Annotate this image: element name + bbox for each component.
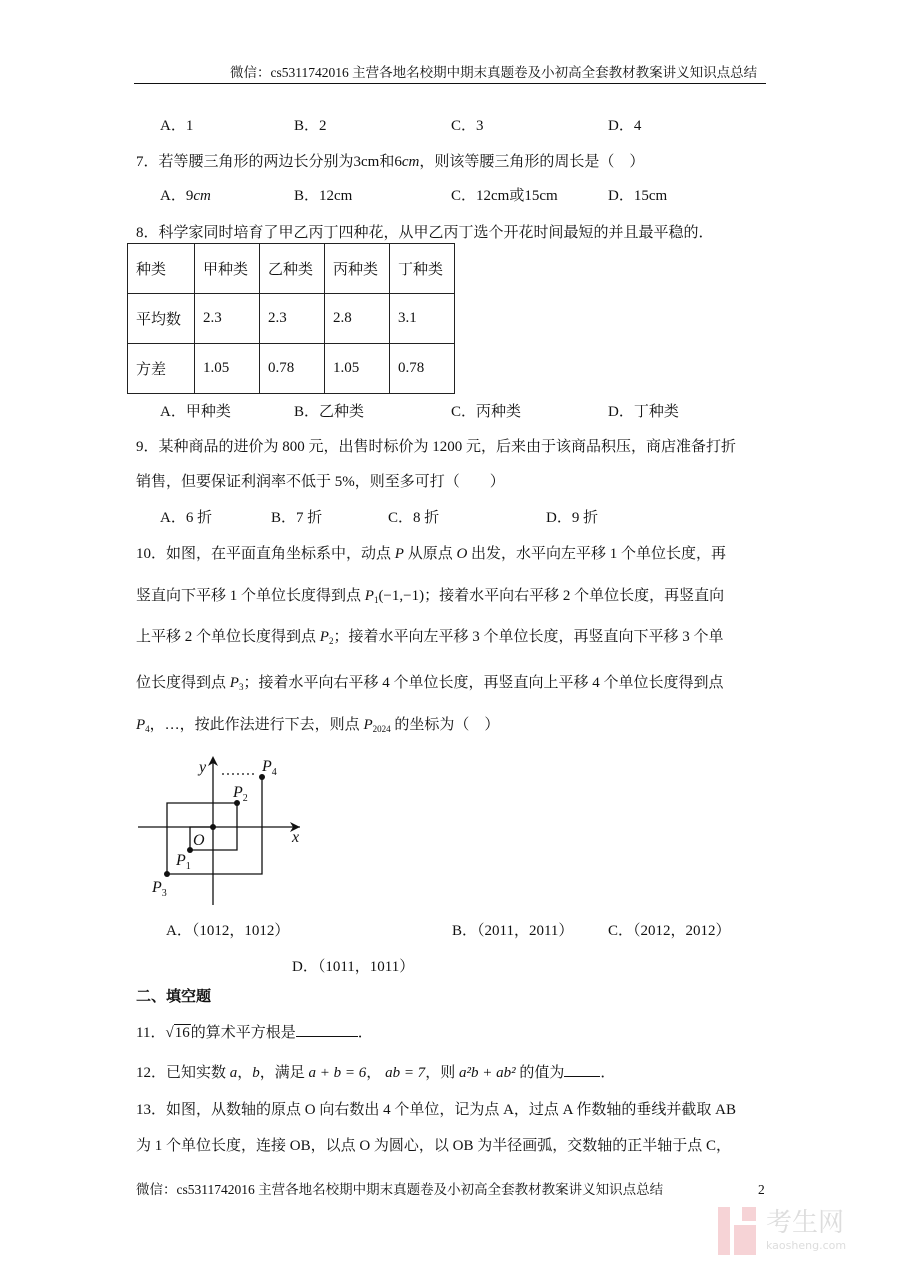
y-label: y	[199, 759, 207, 776]
q7-option-c: C．12cm或15cm	[451, 188, 558, 204]
q9-option-b: B．7 折	[271, 510, 323, 526]
q13-line2: 为 1 个单位长度，连接 OB，以点 O 为圆心，以 OB 为半径画弧，交数轴的正半轴于点 C，	[136, 1138, 732, 1154]
q10-option-d: D．（1011，1011）	[292, 959, 415, 975]
answer-blank	[296, 1022, 358, 1037]
q8-table: 种类 甲种类 乙种类 丙种类 丁种类 平均数 2.3 2.3 2.8 3.1 方差 1.05 0.78 1.05 0.78	[127, 243, 455, 394]
q7-stem: 7．若等腰三角形的两边长分别为3cm和6cm，则该等腰三角形的周长是（ ）	[136, 154, 645, 170]
logo-icon	[718, 1207, 730, 1255]
q9-option-c: C．8 折	[388, 510, 440, 526]
q10-option-b: B．（2011，2011）	[452, 923, 574, 939]
q9-option-a: A．6 折	[160, 510, 213, 526]
option-c: C．3	[451, 118, 484, 134]
q10-option-a: A．（1012，1012）	[166, 923, 290, 939]
q8-stem: 8．科学家同时培育了甲乙丙丁四种花，从甲乙丙丁选个开花时间最短的并且最平稳的．	[136, 225, 714, 241]
watermark-logo: 考生网 kaosheng.com	[718, 1207, 888, 1257]
q9-option-d: D．9 折	[546, 510, 599, 526]
x-label: x	[292, 829, 300, 846]
q10-option-c: C．（2012，2012）	[608, 923, 731, 939]
p2-label: $P_2$	[233, 784, 248, 804]
q10-line3: 上平移 2 个单位长度得到点 $P_2$；接着水平向左平移 3 个单位长度，再竖直向下平移 3 个单	[136, 629, 724, 646]
q13-line1: 13．如图，从数轴的原点 O 向右数出 4 个单位，记为点 A，过点 A 作数轴的垂线并截取 AB	[136, 1102, 737, 1118]
q7-option-a: A．9cm	[160, 188, 211, 204]
q10-line2: 竖直向下平移 1 个单位长度得到点 $P_1(-1,-1)$；接着水平向右平移 2 个单位长度，再竖直向	[136, 588, 725, 605]
p4-label: $P_4$	[262, 758, 277, 778]
p3-label: $P_3$	[152, 879, 167, 899]
page-header: 微信：cs5311742016 主营各地名校期中期末真题卷及小初高全套教材教案讲义知识点总结	[230, 65, 758, 80]
q7-option-d: D．15cm	[608, 188, 668, 204]
option-d: D．4	[608, 118, 642, 134]
p1-label: $P_1$	[176, 852, 191, 872]
o-label: O	[193, 832, 205, 849]
q9-line1: 9．某种商品的进价为 800 元，出售时标价为 1200 元，后来由于该商品积压，商店准备打折	[136, 439, 737, 455]
q10-line1: 10．如图，在平面直角坐标系中，动点 P 从原点 O 出发，水平向左平移 1 个单位长度，再	[136, 546, 727, 562]
q10-line4: 位长度得到点 $P_3$；接着水平向右平移 4 个单位长度，再竖直向上平移 4 个单位长度得到点	[136, 675, 724, 692]
q8-option-b: B．乙种类	[294, 404, 365, 420]
section-heading-fill-in: 二、填空题	[136, 989, 212, 1005]
q8-option-a: A．甲种类	[160, 404, 231, 420]
q11: 11．√16的算术平方根是 ．	[136, 1022, 373, 1043]
q7-option-b: B．12cm	[294, 188, 353, 204]
page-number: 2	[758, 1182, 765, 1197]
q8-option-c: C．丙种类	[451, 404, 522, 420]
q12: 12．已知实数 a，b，满足 a + b = 6， ab = 7，则 a²b + ab² 的值为 ．	[136, 1062, 615, 1083]
option-b: B．2	[294, 118, 327, 134]
origin-point	[210, 824, 216, 830]
point-p3	[164, 871, 170, 877]
answer-blank	[564, 1062, 600, 1077]
q9-line2: 销售，但要保证利润率不低于 5%，则至多可打（ ）	[136, 474, 505, 490]
q8-option-d: D．丁种类	[608, 404, 679, 420]
q10-line5: $P_4$，…，按此作法进行下去，则点 $P_{2024}$ 的坐标为（ ）	[136, 717, 500, 734]
page-footer: 微信：cs5311742016 主营各地名校期中期末真题卷及小初高全套教材教案讲义知识点总结	[136, 1182, 664, 1197]
option-a: A．1	[160, 118, 194, 134]
